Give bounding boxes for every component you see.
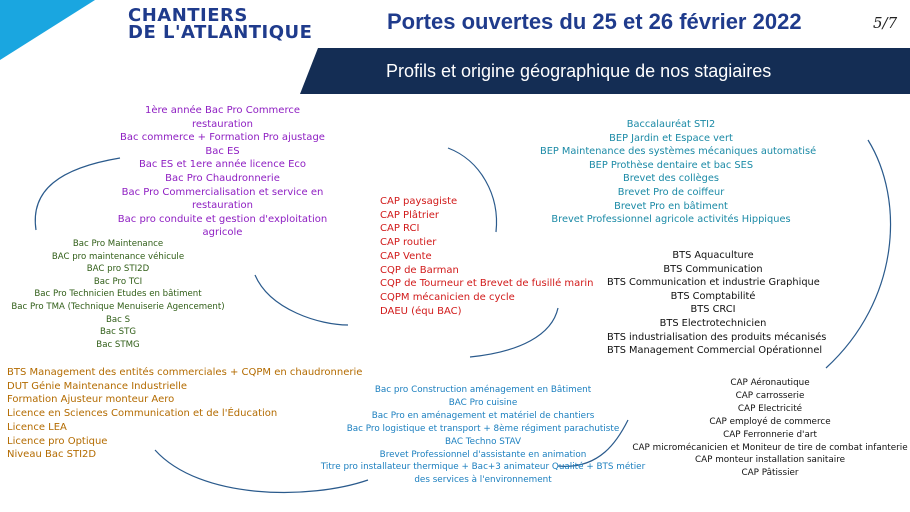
- list-item: BTS Communication: [663, 263, 763, 275]
- list-item: CAP monteur installation sanitaire: [694, 455, 846, 466]
- cap-right-list: [632, 377, 908, 480]
- list-item: CAP routier: [380, 237, 437, 249]
- list-item: Bac Pro Chaudronnerie: [165, 172, 280, 184]
- list-item: CQPM mécanicien de cycle: [380, 291, 515, 303]
- list-item: Formation Ajusteur monteur Aero: [7, 394, 175, 406]
- list-item: CAP Plâtrier: [380, 209, 440, 221]
- list-item: CQP de Tourneur et Brevet de fusillé marin: [380, 278, 594, 290]
- list-item: Licence en Sciences Communication et de l'Éducation: [7, 408, 278, 420]
- list-item: BTS Electrotechnicien: [659, 317, 767, 329]
- list-item: BEP Prothèse dentaire et bac SES: [588, 159, 754, 171]
- arc-left-lower: [255, 275, 348, 325]
- list-item: Bac Pro TMA (Technique Menuiserie Agencement): [11, 301, 225, 312]
- list-item: Brevet Pro en bâtiment: [614, 200, 728, 212]
- list-item: DUT Génie Maintenance Industrielle: [7, 380, 188, 392]
- blue-list: [318, 384, 648, 487]
- list-item: Bac Pro Maintenance: [72, 239, 164, 249]
- list-item: BAC pro STI2D: [86, 264, 150, 275]
- list-item: Bac S: [105, 314, 131, 325]
- list-item: Bac STG: [100, 327, 136, 338]
- arc-right: [826, 140, 891, 368]
- arc-left-upper: [35, 158, 120, 230]
- list-item: BAC Pro cuisine: [448, 397, 518, 408]
- list-item: BAC pro maintenance véhicule: [51, 251, 185, 262]
- list-item: BTS CRCI: [690, 304, 736, 316]
- list-item: Bac Pro logistique et transport + 8ème régiment parachutiste: [346, 423, 620, 434]
- list-item: CAP Pâtissier: [741, 468, 799, 479]
- logo-line-2: DE L'ATLANTIQUE: [128, 22, 313, 43]
- list-item: BTS industrialisation des produits mécanisés: [607, 331, 827, 343]
- list-item: BTS Aquaculture: [672, 250, 754, 261]
- list-item: BTS Comptabilité: [670, 290, 756, 302]
- list-item: Bac Pro Technicien Etudes en bâtiment: [34, 289, 202, 300]
- list-item: Baccalauréat STI2: [626, 119, 716, 130]
- list-item: Brevet Professionnel d'assistante en animation: [379, 449, 587, 460]
- list-item: 1ère année Bac Pro Commerce restauration: [144, 105, 300, 130]
- list-item: Licence pro Optique: [7, 435, 108, 447]
- page-title: Portes ouvertes du 25 et 26 février 2022: [387, 9, 802, 34]
- list-item: BEP Jardin et Espace vert: [609, 132, 733, 144]
- list-item: BTS Management Commercial Opérationnel: [607, 345, 823, 357]
- list-item: CAP Electricité: [737, 403, 803, 414]
- list-item: Titre pro installateur thermique + Bac+3 animateur Qualité + BTS métier des services à l'environnement: [320, 462, 646, 486]
- list-item: Bac Pro Commercialisation et service en restauration: [121, 186, 324, 212]
- teal-list: [540, 118, 817, 227]
- list-item: CAP employé de commerce: [709, 416, 831, 427]
- orange-list: [7, 366, 362, 462]
- list-item: Bac pro Construction aménagement en Bâtiment: [374, 385, 592, 395]
- list-item: Bac Pro en aménagement et matériel de chantiers: [371, 410, 595, 421]
- list-item: Bac STMG: [96, 339, 140, 350]
- list-item: Brevet des collèges: [622, 173, 719, 185]
- list-item: BTS Management des entités commerciales + CQPM en chaudronnerie: [7, 367, 363, 378]
- list-item: Bac ES et 1ere année licence Eco: [138, 159, 307, 171]
- list-item: BTS Communication et industrie Graphique: [607, 277, 820, 289]
- list-item: CAP Ferronnerie d'art: [723, 429, 817, 440]
- list-item: Brevet Professionnel agricole activités Hippiques: [551, 214, 791, 226]
- list-item: Brevet Pro de coiffeur: [617, 186, 725, 198]
- list-item: Bac Pro TCI: [93, 276, 143, 287]
- list-item: BEP Maintenance des systèmes mécaniques automatisé: [540, 146, 817, 158]
- list-item: CAP Aéronautique: [730, 378, 810, 388]
- list-item: CAP carrosserie: [735, 390, 805, 401]
- list-item: Bac ES: [205, 145, 240, 157]
- list-item: CAP Vente: [380, 250, 432, 262]
- bts-list: [607, 249, 827, 358]
- list-item: Bac commerce + Formation Pro ajustage: [120, 132, 325, 144]
- list-item: CAP micromécanicien et Moniteur de tire de combat infanterie: [632, 442, 908, 453]
- list-item: CAP RCI: [380, 223, 420, 235]
- list-item: Niveau Bac STI2D: [7, 449, 97, 461]
- list-item: DAEU (équ BAC): [380, 305, 462, 317]
- purple-list: [115, 104, 330, 240]
- list-item: Bac pro conduite et gestion d'exploitation agricole: [117, 213, 328, 239]
- list-item: CQP de Barman: [380, 264, 459, 276]
- page-number: 5/7: [873, 14, 898, 32]
- green-list: [2, 238, 234, 351]
- list-item: Licence LEA: [7, 421, 67, 433]
- list-item: CAP paysagiste: [380, 196, 458, 207]
- page-subtitle: Profils et origine géographique de nos stagiaires: [386, 61, 772, 81]
- logo-line-1: CHANTIERS: [128, 5, 248, 26]
- list-item: BAC Techno STAV: [444, 436, 522, 447]
